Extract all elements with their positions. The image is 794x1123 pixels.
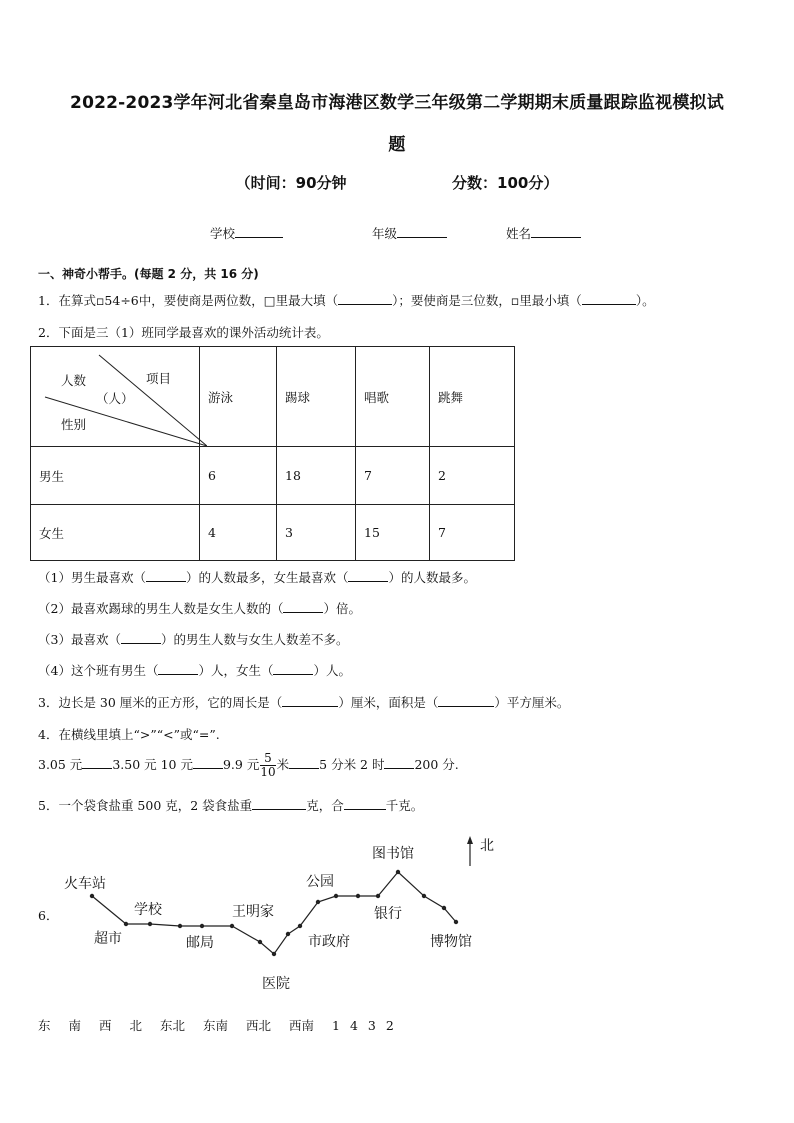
place-label: 医院 — [262, 976, 290, 992]
place-label: 火车站 — [64, 876, 106, 892]
option-item: 1 — [332, 1018, 340, 1033]
table-cell: 3 — [277, 505, 356, 561]
question-6-number: 6． — [38, 908, 59, 923]
q2s1-blank-2[interactable] — [348, 568, 388, 582]
place-label: 博物馆 — [430, 934, 472, 950]
col-header: 跳舞 — [430, 347, 515, 447]
q2s4-blank-2[interactable] — [273, 661, 313, 675]
option-item: 东北 — [160, 1018, 186, 1033]
header-unit: （人） — [96, 391, 134, 406]
table-cell: 2 — [430, 447, 515, 505]
q2s3-blank[interactable] — [121, 630, 161, 644]
question-2-sub-2 — [38, 599, 361, 617]
row-label: 女生 — [31, 505, 200, 561]
route-map — [40, 830, 510, 1000]
col-header: 唱歌 — [356, 347, 430, 447]
q3-text-b: ）厘米，面积是（ — [338, 695, 439, 710]
school-label: 学校 — [210, 226, 236, 241]
question-4-intro: 4．在横线里填上“>”“<”或“=”. — [38, 727, 220, 742]
north-arrow-head-icon — [467, 836, 473, 844]
q3-blank-1[interactable] — [282, 693, 338, 707]
activity-stats-table — [30, 346, 515, 561]
q2s4-text-b: ）人，女生（ — [198, 663, 274, 678]
col-header: 游泳 — [200, 347, 277, 447]
q2s4-blank-1[interactable] — [158, 661, 198, 675]
q5-blank-2[interactable] — [344, 796, 386, 810]
table-cell: 6 — [200, 447, 277, 505]
fraction — [260, 752, 275, 779]
question-2-intro: 2．下面是三（1）班同学最喜欢的课外活动统计表。 — [38, 325, 329, 340]
place-label: 王明家 — [232, 904, 274, 920]
q4-text-4: 米 — [276, 757, 290, 772]
place-label: 市政府 — [308, 934, 350, 950]
place-label: 邮局 — [186, 935, 214, 951]
q3-text-a: 3．边长是 30 厘米的正方形，它的周长是（ — [38, 695, 283, 710]
school-blank[interactable] — [235, 224, 283, 238]
option-item: 南 — [68, 1018, 82, 1033]
place-label: 公园 — [306, 874, 334, 890]
diagonal-header-cell — [31, 347, 200, 447]
name-label: 姓名 — [506, 226, 532, 241]
q4-text-6: 200 分. — [414, 757, 459, 772]
q4-text-1: 3.05 元 — [38, 757, 83, 772]
table-cell: 7 — [356, 447, 430, 505]
question-5 — [38, 796, 423, 814]
q4-blank-1[interactable] — [82, 755, 112, 769]
q1-blank-2[interactable] — [582, 291, 636, 305]
grade-label: 年级 — [372, 226, 398, 241]
name-blank[interactable] — [531, 224, 581, 238]
grade-blank[interactable] — [397, 224, 447, 238]
question-4-items — [38, 752, 459, 779]
fraction-numerator: 5 — [260, 752, 275, 766]
q1-blank-1[interactable] — [338, 291, 392, 305]
table-cell: 7 — [430, 505, 515, 561]
header-gender: 性别 — [61, 417, 87, 432]
option-item: 北 — [129, 1018, 143, 1033]
header-item: 项目 — [146, 371, 172, 386]
question-3 — [38, 693, 569, 711]
q3-text-c: ）平方厘米。 — [494, 695, 570, 710]
question-2-sub-1 — [38, 568, 476, 586]
place-label: 学校 — [134, 902, 162, 918]
table-row — [31, 505, 515, 561]
q2s4-text-a: （4）这个班有男生（ — [38, 663, 159, 678]
q1-text-c: ）。 — [635, 293, 655, 308]
q2s2-text-b: ）倍。 — [323, 601, 361, 616]
q1-text-b: ）；要使商是三位数，▫里最小填（ — [392, 293, 582, 308]
q4-text-5: 5 分米 2 时 — [319, 757, 385, 772]
option-item: 西 — [99, 1018, 112, 1033]
page-title-continued: 题 — [388, 135, 406, 155]
header-people: 人数 — [61, 373, 87, 388]
q4-blank-2[interactable] — [193, 755, 223, 769]
name-field — [506, 224, 581, 242]
score-label: 分数：100分） — [452, 174, 559, 192]
table-cell: 18 — [277, 447, 356, 505]
option-item: 东南 — [203, 1018, 229, 1033]
col-header: 踢球 — [277, 347, 356, 447]
place-label: 超市 — [94, 931, 122, 947]
option-item: 3 — [367, 1018, 376, 1033]
grade-field — [372, 224, 447, 242]
q2s1-text-a: （1）男生最喜欢（ — [38, 570, 146, 585]
place-label: 银行 — [374, 906, 402, 922]
place-label: 图书馆 — [372, 846, 414, 862]
q2s1-text-c: ）的人数最多。 — [388, 570, 476, 585]
q4-text-2: 3.50 元 10 元 — [112, 757, 193, 772]
q2s2-blank[interactable] — [283, 599, 323, 613]
table-cell: 15 — [356, 505, 430, 561]
q2s1-text-b: ）的人数最多，女生最喜欢（ — [185, 570, 349, 585]
option-item: 西北 — [246, 1018, 272, 1033]
option-item: 东 — [38, 1018, 51, 1033]
table-row — [31, 447, 515, 505]
q5-blank-1[interactable] — [252, 796, 306, 810]
row-label: 男生 — [31, 447, 200, 505]
q2s3-text-a: （3）最喜欢（ — [38, 632, 121, 647]
q5-text-a: 5．一个袋食盐重 500 克，2 袋食盐重 — [38, 798, 253, 813]
q2s2-text-a: （2）最喜欢踢球的男生人数是女生人数的（ — [38, 601, 284, 616]
section-heading: 一、神奇小帮手。(每题 2 分，共 16 分) — [38, 267, 259, 281]
q5-text-c: 千克。 — [385, 798, 424, 813]
q1-text-a: 1．在算式▫54÷6中，要使商是两位数，□里最大填（ — [38, 293, 339, 308]
q5-text-b: 克，合 — [306, 798, 344, 813]
q4-blank-4[interactable] — [384, 755, 414, 769]
q2s1-blank-1[interactable] — [146, 568, 186, 582]
school-field — [210, 224, 283, 242]
option-item: 2 — [385, 1018, 394, 1033]
q3-blank-2[interactable] — [438, 693, 494, 707]
table-header-row — [31, 347, 515, 447]
time-label: （时间：90分钟 — [235, 174, 347, 192]
q2s4-text-c: ）人。 — [313, 663, 351, 678]
q4-text-3: 9.9 元 — [222, 757, 260, 772]
q2s3-text-b: ）的男生人数与女生人数差不多。 — [160, 632, 349, 647]
exam-meta — [0, 172, 794, 193]
page-title: 2022-2023学年河北省秦皇岛市海港区数学三年级第二学期期末质量跟踪监视模拟试 — [70, 93, 724, 113]
fraction-denominator: 10 — [260, 765, 276, 779]
option-item: 西南 — [289, 1018, 315, 1033]
north-label: 北 — [480, 838, 494, 854]
q4-blank-3[interactable] — [289, 755, 319, 769]
option-item: 4 — [349, 1018, 358, 1033]
question-1 — [38, 291, 655, 309]
direction-options — [38, 1016, 408, 1034]
table-cell: 4 — [200, 505, 277, 561]
question-2-sub-3 — [38, 630, 348, 648]
question-2-sub-4 — [38, 661, 351, 679]
